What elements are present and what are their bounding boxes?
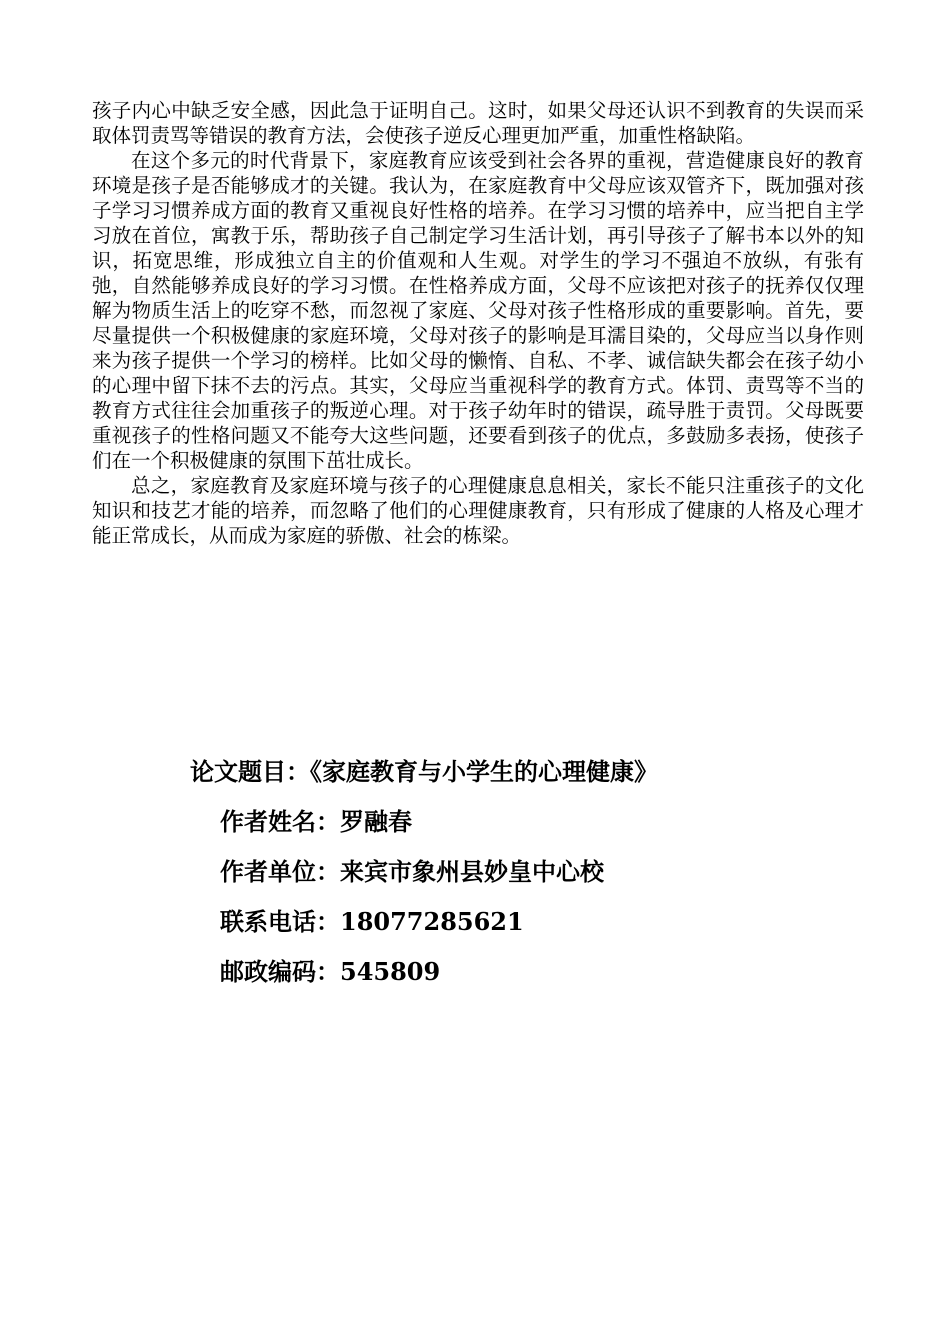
paper-title-line	[190, 752, 658, 792]
body-text	[92, 98, 864, 548]
paper-title-value: 《家庭教育与小学生的心理健康》	[310, 758, 658, 786]
postcode-line	[220, 952, 440, 992]
author-name-label: 作者姓名：	[220, 808, 340, 836]
author-name-value: 罗融春	[340, 808, 412, 836]
paragraph-3: 总之，家庭教育及家庭环境与孩子的心理健康息息相关，家长不能只注重孩子的文化知识和技艺才能的培养，而忽略了他们的心理健康教育，只有形成了健康的人格及心理才能正常成长，从而成为家庭的骄傲、社会的栋梁。	[92, 474, 864, 547]
author-unit-label: 作者单位：	[220, 858, 340, 886]
paragraph-2: 在这个多元的时代背景下，家庭教育应该受到社会各界的重视，营造健康良好的教育环境是孩子是否能够成才的关键。我认为，在家庭教育中父母应该双管齐下，既加强对孩子学习习惯养成方面的教育又重视良好性格的培养。在学习习惯的培养中，应当把自主学习放在首位，寓教于乐，帮助孩子自己制定学习生活计划，再引导孩子了解书本以外的知识，拓宽思维，形成独立自主的价值观和人生观。对学生的学习不强迫不放纵，有张有弛，自然能够养成良好的学习习惯。在性格养成方面，父母不应该把对孩子的抚养仅仅理解为物质生活上的吃穿不愁，而忽视了家庭、父母对孩子性格形成的重要影响。首先，要尽量提供一个积极健康的家庭环境，父母对孩子的影响是耳濡目染的，父母应当以身作则来为孩子提供一个学习的榜样。比如父母的懒惰、自私、不孝、诚信缺失都会在孩子幼小的心理中留下抹不去的污点。其实，父母应当重视科学的教育方式。体罚、责骂等不当的教育方式往往会加重孩子的叛逆心理。对于孩子幼年时的错误，疏导胜于责罚。父母既要重视孩子的性格问题又不能夸大这些问题，还要看到孩子的优点，多鼓励多表扬，使孩子们在一个积极健康的氛围下茁壮成长。	[92, 149, 864, 472]
contact-phone-label: 联系电话：	[220, 908, 340, 936]
paper-title-label: 论文题目：	[190, 758, 310, 786]
paragraph-1: 孩子内心中缺乏安全感，因此急于证明自己。这时，如果父母还认识不到教育的失误而采取体罚责骂等错误的教育方法，会使孩子逆反心理更加严重，加重性格缺陷。	[92, 99, 864, 147]
contact-phone-line	[220, 902, 524, 942]
author-unit-value: 来宾市象州县妙皇中心校	[340, 858, 604, 886]
contact-phone-value: 18077285621	[340, 907, 524, 936]
postcode-label: 邮政编码：	[220, 958, 340, 986]
author-unit-line	[220, 852, 604, 892]
author-name-line	[220, 802, 412, 842]
postcode-value: 545809	[340, 957, 441, 986]
